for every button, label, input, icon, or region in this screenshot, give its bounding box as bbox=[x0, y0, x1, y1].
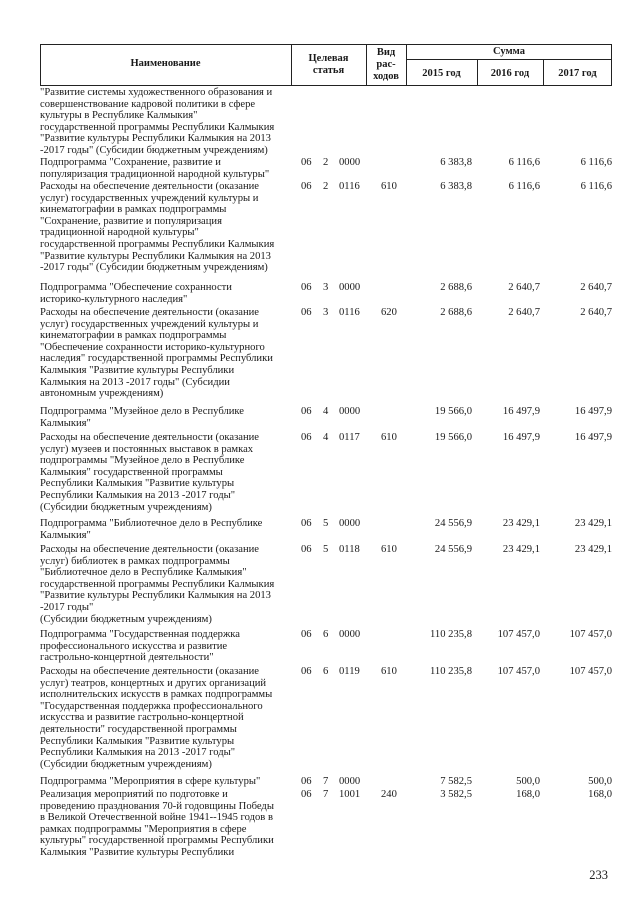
row-expense-type: 610 bbox=[381, 666, 397, 677]
header-2015: 2015 год bbox=[422, 68, 461, 79]
row-sum-2017: 6 116,6 bbox=[580, 181, 612, 192]
row-section: 06 bbox=[301, 406, 312, 417]
row-article: 0000 bbox=[339, 776, 361, 787]
row-sum-2017: 500,0 bbox=[588, 776, 612, 787]
row-name: "Развитие системы художественного образования и совершенствование кадровой политики в сфере культуры в Республике Калмыкия" государственной программы Республики Калмыкия "Развитие культуры Республики Калмыкия на 2013 -2017 годы" (Субсидии бюджетным учреждениям) bbox=[40, 87, 275, 156]
row-program: 2 bbox=[323, 181, 329, 192]
row-section: 06 bbox=[301, 789, 312, 800]
row-article: 0119 bbox=[339, 666, 360, 677]
row-sum-2016: 6 116,6 bbox=[508, 181, 540, 192]
row-program: 4 bbox=[323, 432, 329, 443]
row-sum-2017: 107 457,0 bbox=[569, 666, 612, 677]
row-sum-2015: 6 383,8 bbox=[440, 157, 472, 168]
row-section: 06 bbox=[301, 181, 312, 192]
row-sum-2017: 23 429,1 bbox=[574, 518, 612, 529]
row-sum-2017: 23 429,1 bbox=[574, 544, 612, 555]
row-sum-2015: 3 582,5 bbox=[440, 789, 472, 800]
row-program: 4 bbox=[323, 406, 329, 417]
row-article: 0116 bbox=[339, 181, 360, 192]
row-sum-2016: 107 457,0 bbox=[497, 629, 540, 640]
row-section: 06 bbox=[301, 518, 312, 529]
row-article: 0000 bbox=[339, 518, 361, 529]
header-target-2: статья bbox=[312, 65, 345, 76]
row-name: Подпрограмма "Сохранение, развитие и популяризация традиционной народной культуры" bbox=[40, 157, 270, 180]
header-sum: Сумма bbox=[493, 46, 525, 57]
row-program: 3 bbox=[323, 282, 329, 293]
row-sum-2016: 23 429,1 bbox=[502, 544, 540, 555]
row-sum-2017: 16 497,9 bbox=[574, 406, 612, 417]
row-sum-2015: 24 556,9 bbox=[434, 518, 472, 529]
row-sum-2016: 107 457,0 bbox=[497, 666, 540, 677]
row-sum-2017: 2 640,7 bbox=[580, 307, 612, 318]
row-sum-2016: 6 116,6 bbox=[508, 157, 540, 168]
row-sum-2015: 110 235,8 bbox=[430, 666, 472, 677]
row-section: 06 bbox=[301, 666, 312, 677]
row-name: Расходы на обеспечение деятельности (оказание услуг) театров, концертных и других организаций исполнительских искусств в рамках подпрограммы "Государственная поддержка профессионального искусства и развитие гастрольно-концертной деятельности" государственной программы Республики Калмыкия "Развитие культуры Республики Калмыкия на 2013 -2017 годы" (Субсидии бюджетным учреждениям) bbox=[40, 666, 273, 770]
row-sum-2017: 107 457,0 bbox=[569, 629, 612, 640]
row-program: 7 bbox=[323, 789, 329, 800]
row-sum-2017: 6 116,6 bbox=[580, 157, 612, 168]
row-sum-2017: 16 497,9 bbox=[574, 432, 612, 443]
row-section: 06 bbox=[301, 307, 312, 318]
row-article: 0000 bbox=[339, 406, 361, 417]
header-type-1: Вид bbox=[376, 47, 396, 58]
page-number: 233 bbox=[589, 868, 608, 882]
row-name: Подпрограмма "Музейное дело в Республике Калмыкия" bbox=[40, 406, 244, 429]
row-name: Подпрограмма "Государственная поддержка профессионального искусства и развитие гастрольно-концертной деятельности" bbox=[40, 629, 240, 664]
row-name: Расходы на обеспечение деятельности (оказание услуг) государственных учреждений культуры и кинематографии в рамках подпрограммы "Сохранение, развитие и популяризация традиционной народной культуры" государственной программы Республики Калмыкия "Развитие культуры Республики Калмыкия на 2013 -2017 годы" (Субсидии бюджетным учреждениям) bbox=[40, 181, 275, 274]
row-program: 7 bbox=[323, 776, 329, 787]
row-program: 6 bbox=[323, 629, 329, 640]
row-sum-2015: 2 688,6 bbox=[440, 307, 472, 318]
row-sum-2015: 110 235,8 bbox=[430, 629, 472, 640]
row-program: 5 bbox=[323, 544, 329, 555]
row-sum-2015: 6 383,8 bbox=[440, 181, 472, 192]
row-sum-2016: 500,0 bbox=[516, 776, 540, 787]
row-article: 0000 bbox=[339, 282, 361, 293]
row-name: Реализация мероприятий по подготовке и проведению празднования 70-й годовщины Победы в Великой Отечественной войне 1941--1945 годов в рамках подпрограммы "Мероприятия в сфере культуры" государственной программы Республики Калмыкия "Развитие культуры Республики bbox=[40, 789, 274, 858]
header-2016: 2016 год bbox=[490, 68, 530, 79]
row-section: 06 bbox=[301, 282, 312, 293]
row-sum-2016: 2 640,7 bbox=[508, 307, 540, 318]
table-header bbox=[40, 44, 612, 86]
row-expense-type: 610 bbox=[381, 544, 397, 555]
row-article: 0117 bbox=[339, 432, 360, 443]
row-expense-type: 610 bbox=[381, 181, 397, 192]
row-program: 6 bbox=[323, 666, 329, 677]
row-sum-2016: 168,0 bbox=[516, 789, 540, 800]
row-sum-2015: 19 566,0 bbox=[434, 432, 472, 443]
row-sum-2016: 16 497,9 bbox=[502, 406, 540, 417]
row-article: 1001 bbox=[339, 789, 361, 800]
row-article: 0000 bbox=[339, 157, 361, 168]
row-name: Подпрограмма "Обеспечение сохранности историко-культурного наследия" bbox=[40, 282, 232, 305]
row-section: 06 bbox=[301, 629, 312, 640]
row-name: Подпрограмма "Библиотечное дело в Республике Калмыкия" bbox=[40, 518, 263, 541]
row-sum-2016: 23 429,1 bbox=[502, 518, 540, 529]
row-article: 0118 bbox=[339, 544, 360, 555]
row-sum-2016: 16 497,9 bbox=[502, 432, 540, 443]
row-program: 5 bbox=[323, 518, 329, 529]
row-program: 3 bbox=[323, 307, 329, 318]
header-2017: 2017 год bbox=[558, 68, 597, 79]
row-section: 06 bbox=[301, 157, 312, 168]
row-article: 0000 bbox=[339, 629, 361, 640]
row-section: 06 bbox=[301, 776, 312, 787]
row-expense-type: 240 bbox=[381, 789, 397, 800]
row-sum-2015: 7 582,5 bbox=[440, 776, 472, 787]
row-name: Расходы на обеспечение деятельности (оказание услуг) государственных учреждений культуры и кинематографии в рамках подпрограммы "Обеспечение сохранности историко-культурного наследия" государственной программы Республики Калмыкия "Развитие культуры Республики Калмыкия на 2013 -2017 годы" (Субсидии автономным учреждениям) bbox=[40, 307, 273, 400]
row-sum-2015: 2 688,6 bbox=[440, 282, 472, 293]
header-name: Наименование bbox=[130, 58, 201, 69]
row-sum-2015: 24 556,9 bbox=[434, 544, 472, 555]
header-type-3: ходов bbox=[373, 71, 399, 82]
header-target-1: Целевая bbox=[308, 53, 349, 64]
row-sum-2017: 2 640,7 bbox=[580, 282, 612, 293]
header-type-2: рас- bbox=[376, 59, 396, 70]
row-name: Подпрограмма "Мероприятия в сфере культуры" bbox=[40, 776, 261, 787]
row-section: 06 bbox=[301, 544, 312, 555]
row-sum-2017: 168,0 bbox=[588, 789, 612, 800]
row-program: 2 bbox=[323, 157, 329, 168]
row-article: 0116 bbox=[339, 307, 360, 318]
row-expense-type: 620 bbox=[381, 307, 397, 318]
row-sum-2015: 19 566,0 bbox=[434, 406, 472, 417]
row-section: 06 bbox=[301, 432, 312, 443]
row-sum-2016: 2 640,7 bbox=[508, 282, 540, 293]
row-name: Расходы на обеспечение деятельности (оказание услуг) музеев и постоянных выставок в рамках подпрограммы "Музейное дело в Республике Калмыкия" государственной программы Республики Калмыкия "Развитие культуры Республики Калмыкия на 2013 -2017 годы" (Субсидии бюджетным учреждениям) bbox=[40, 432, 259, 513]
row-name: Расходы на обеспечение деятельности (оказание услуг) библиотек в рамках подпрограммы "Библиотечное дело в Республике Калмыкия" государственной программы Республики Калмыкия "Развитие культуры Республики Калмыкия на 2013 -2017 годы" (Субсидии бюджетным учреждениям) bbox=[40, 544, 275, 625]
row-expense-type: 610 bbox=[381, 432, 397, 443]
